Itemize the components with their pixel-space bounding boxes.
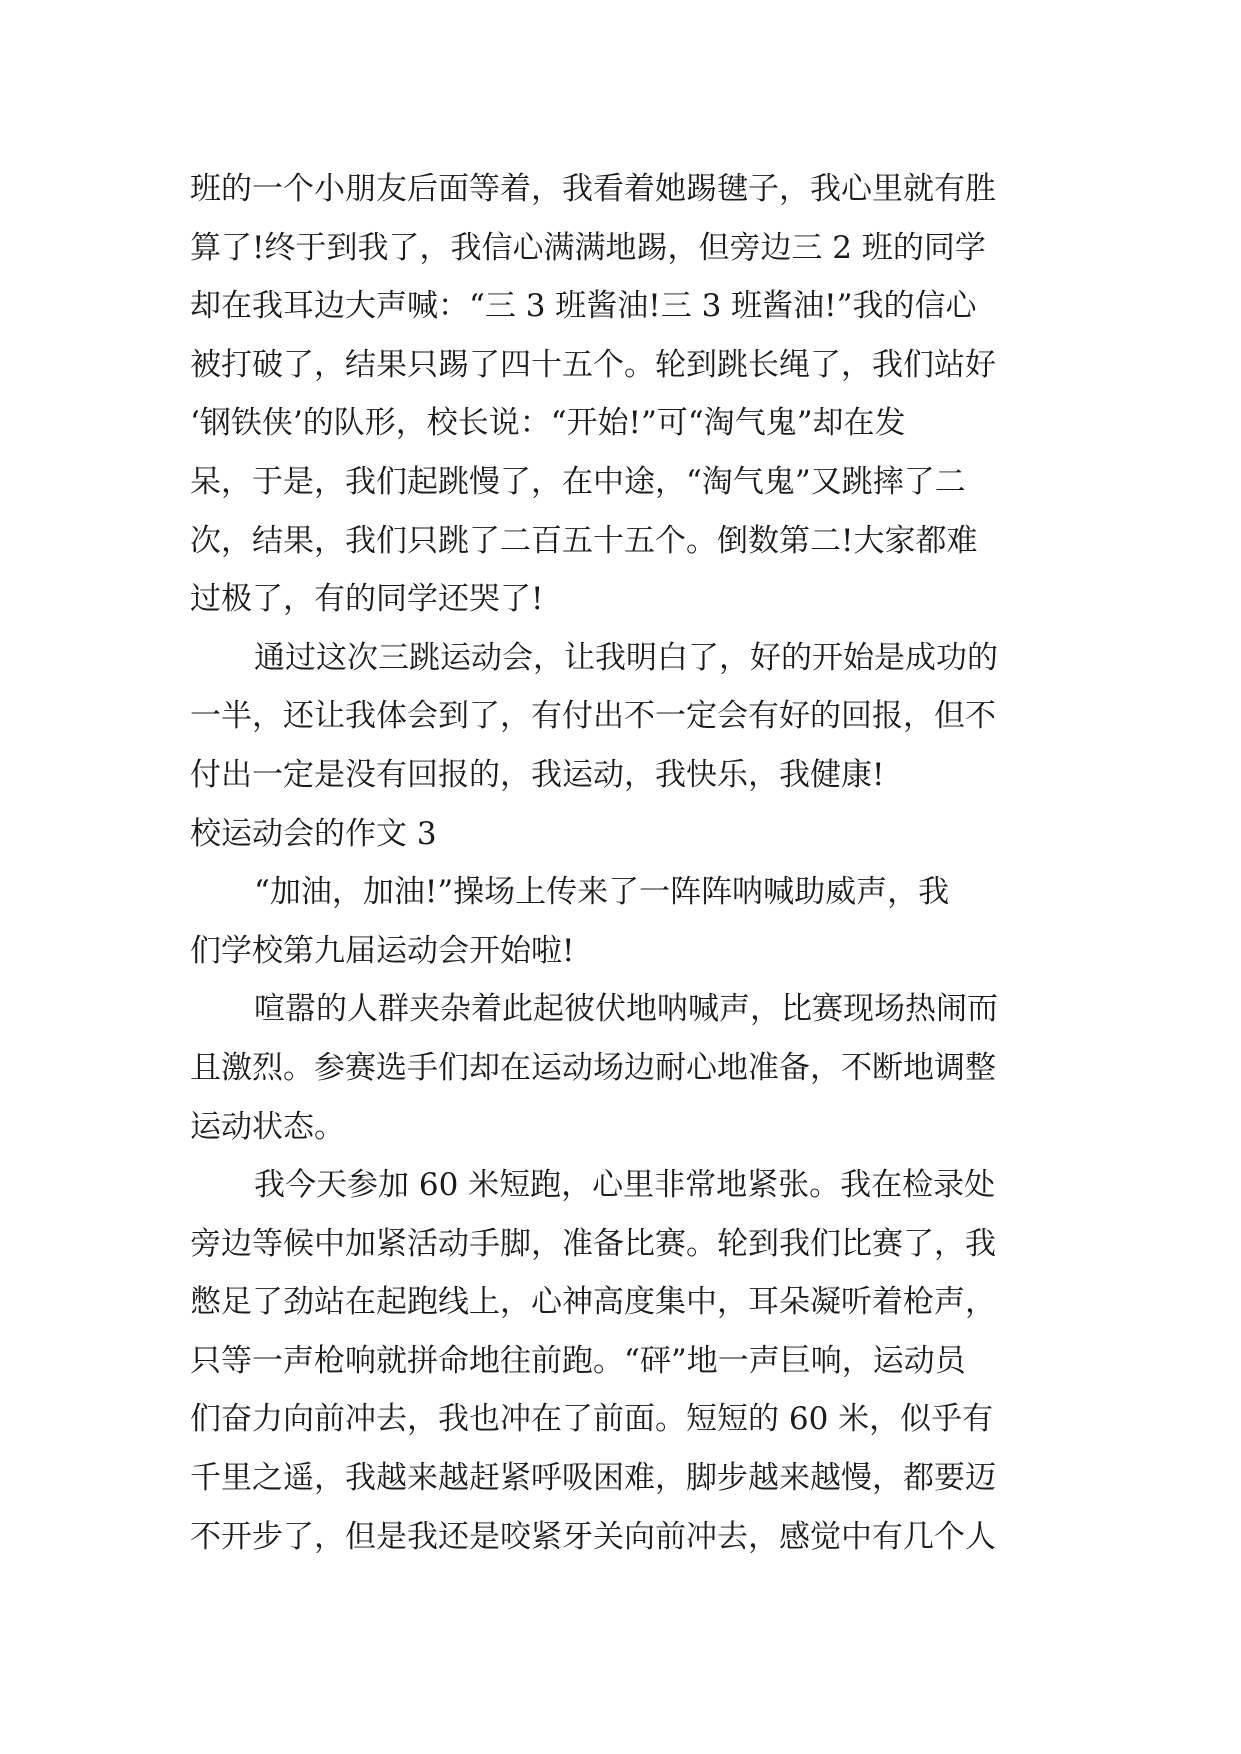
text-line: 们奋力向前冲去，我也冲在了前面。短短的 60 米，似乎有 xyxy=(190,1401,994,1438)
text-line: 且激烈。参赛选手们却在运动场边耐心地准备，不断地调整 xyxy=(190,1049,996,1086)
text-line: 被打破了，结果只踢了四十五个。轮到跳长绳了，我们站好 xyxy=(190,346,996,383)
paragraph-5 xyxy=(190,1156,1060,1566)
text-line: 喧嚣的人群夹杂着此起彼伏地呐喊声，比赛现场热闹而 xyxy=(254,991,998,1028)
text-line: 运动状态。 xyxy=(190,1108,345,1145)
text-line: 一半，还让我体会到了，有付出不一定会有好的回报，但不 xyxy=(190,698,996,735)
paragraph-2 xyxy=(190,629,1060,805)
text-line: 只等一声枪响就拼命地往前跑。“砰”地一声巨响，运动员 xyxy=(190,1342,966,1379)
paragraph-1 xyxy=(190,160,1060,629)
text-line: 千里之遥，我越来越赶紧呼吸困难，脚步越来越慢，都要迈 xyxy=(190,1460,996,1497)
text-line: 们学校第九届运动会开始啦! xyxy=(190,932,575,969)
document-body xyxy=(190,160,1060,1566)
text-line: 班的一个小朋友后面等着，我看着她踢毽子，我心里就有胜 xyxy=(190,171,996,207)
text-line: ‘钢铁侠’的队形，校长说：“开始!”可“淘气鬼”却在发 xyxy=(190,405,906,442)
text-line: 却在我耳边大声喊：“三 3 班酱油!三 3 班酱油!”我的信心 xyxy=(190,288,977,325)
text-line: 通过这次三跳运动会，让我明白了，好的开始是成功的 xyxy=(254,639,998,676)
text-line: 算了!终于到我了，我信心满满地踢，但旁边三 2 班的同学 xyxy=(190,229,986,266)
text-line: 呆，于是，我们起跳慢了，在中途，“淘气鬼”又跳摔了二 xyxy=(190,463,966,500)
text-line: 旁边等候中加紧活动手脚，准备比赛。轮到我们比赛了，我 xyxy=(190,1225,996,1262)
text-line: 付出一定是没有回报的，我运动，我快乐，我健康! xyxy=(190,756,885,793)
text-line: 次，结果，我们只跳了二百五十五个。倒数第二!大家都难 xyxy=(190,522,978,559)
text-line: 憋足了劲站在起跑线上，心神高度集中，耳朵凝听着枪声， xyxy=(190,1284,996,1321)
text-line: 不开步了，但是我还是咬紧牙关向前冲去，感觉中有几个人 xyxy=(190,1518,996,1555)
text-line: 过极了，有的同学还哭了! xyxy=(190,581,544,618)
text-line: “加油，加油!”操场上传来了一阵阵呐喊助威声，我 xyxy=(254,874,950,911)
section-heading: 校运动会的作文 3 xyxy=(190,815,437,852)
text-line: 我今天参加 60 米短跑，心里非常地紧张。我在检录处 xyxy=(254,1167,996,1204)
paragraph-3 xyxy=(190,863,1060,980)
paragraph-4 xyxy=(190,980,1060,1156)
